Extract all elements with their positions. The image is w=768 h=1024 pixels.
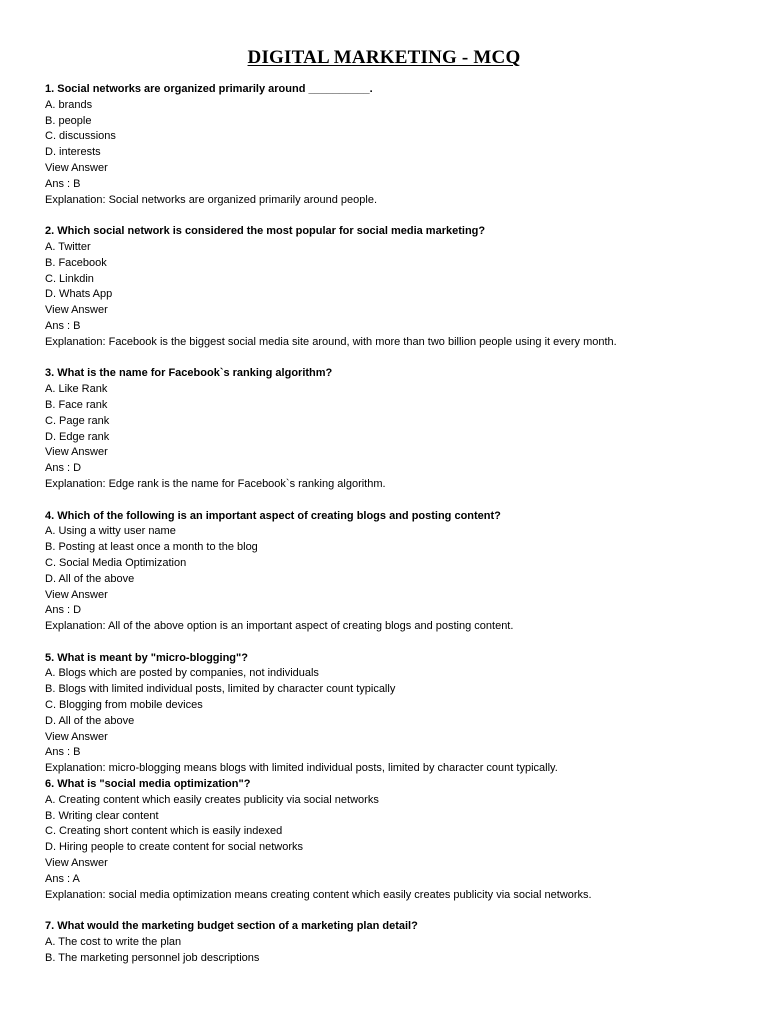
- option-c: C. Page rank: [45, 414, 110, 427]
- option-b: B. Writing clear content: [45, 809, 159, 822]
- option-b: B. people: [45, 114, 92, 127]
- option-a: A. Twitter: [45, 240, 91, 253]
- option-c: C. Blogging from mobile devices: [45, 699, 203, 712]
- explanation-text: Explanation: Social networks are organized primarily around people.: [45, 193, 378, 206]
- question-text: 1. Social networks are organized primarily around __________.: [45, 83, 373, 95]
- explanation-text: Explanation: All of the above option is an important aspect of creating blogs and posting content.: [45, 620, 514, 633]
- question-block-4: [45, 509, 745, 635]
- option-a: A. Using a witty user name: [45, 525, 176, 538]
- option-a: A. The cost to write the plan: [45, 936, 182, 949]
- question-text: 7. What would the marketing budget section of a marketing plan detail?: [45, 920, 418, 933]
- view-answer-link[interactable]: View Answer: [45, 446, 108, 459]
- option-a: A. Like Rank: [45, 383, 108, 396]
- option-a: A. Creating content which easily creates publicity via social networks: [45, 793, 379, 806]
- explanation-text: Explanation: micro-blogging means blogs with limited individual posts, limited by character count typically.: [45, 762, 558, 775]
- option-b: B. Blogs with limited individual posts, limited by character count typically: [45, 683, 396, 696]
- option-a: A. brands: [45, 98, 93, 111]
- explanation-text: Explanation: Edge rank is the name for Facebook`s ranking algorithm.: [45, 477, 386, 490]
- question-text: 6. What is "social media optimization"?: [45, 778, 251, 791]
- question-block-2: [45, 224, 745, 350]
- option-d: D. Hiring people to create content for social networks: [45, 841, 304, 854]
- answer-text: Ans : B: [45, 746, 81, 759]
- question-text: 2. Which social network is considered the most popular for social media marketing?: [45, 225, 486, 238]
- question-block-5: [45, 651, 745, 777]
- explanation-text: Explanation: Facebook is the biggest social media site around, with more than two billion people using it every month.: [45, 335, 617, 348]
- option-c: C. Linkdin: [45, 272, 94, 285]
- question-block-3: [45, 366, 745, 492]
- question-text: 5. What is meant by "micro-blogging"?: [45, 651, 248, 664]
- option-d: D. All of the above: [45, 572, 135, 585]
- option-c: C. Creating short content which is easily indexed: [45, 825, 283, 838]
- option-b: B. Facebook: [45, 256, 107, 269]
- view-answer-link[interactable]: View Answer: [45, 304, 108, 317]
- answer-text: Ans : A: [45, 872, 80, 885]
- option-c: C. discussions: [45, 130, 116, 143]
- question-block-6: [45, 777, 745, 903]
- view-answer-link[interactable]: View Answer: [45, 161, 108, 174]
- view-answer-link[interactable]: View Answer: [45, 857, 108, 870]
- question-block-7: [45, 919, 745, 966]
- option-b: B. Face rank: [45, 398, 108, 411]
- option-d: D. Whats App: [45, 288, 113, 301]
- answer-text: Ans : D: [45, 604, 82, 617]
- option-d: D. All of the above: [45, 714, 135, 727]
- option-a: A. Blogs which are posted by companies, not individuals: [45, 667, 319, 680]
- question-text: 4. Which of the following is an important aspect of creating blogs and posting content?: [45, 509, 501, 522]
- mcq-list: [45, 82, 745, 967]
- question-text: 3. What is the name for Facebook`s ranking algorithm?: [45, 367, 333, 380]
- option-b: B. Posting at least once a month to the blog: [45, 541, 258, 554]
- option-d: D. interests: [45, 146, 101, 159]
- option-c: C. Social Media Optimization: [45, 556, 187, 569]
- answer-text: Ans : B: [45, 177, 81, 190]
- answer-text: Ans : D: [45, 462, 82, 475]
- view-answer-link[interactable]: View Answer: [45, 588, 108, 601]
- option-d: D. Edge rank: [45, 430, 110, 443]
- view-answer-link[interactable]: View Answer: [45, 730, 108, 743]
- document-title: DIGITAL MARKETING - MCQ: [247, 47, 521, 68]
- answer-text: Ans : B: [45, 319, 81, 332]
- option-b: B. The marketing personnel job descriptions: [45, 951, 260, 964]
- question-block-1: [45, 82, 745, 208]
- explanation-text: Explanation: social media optimization means creating content which easily creates publicity via social networks.: [45, 888, 592, 901]
